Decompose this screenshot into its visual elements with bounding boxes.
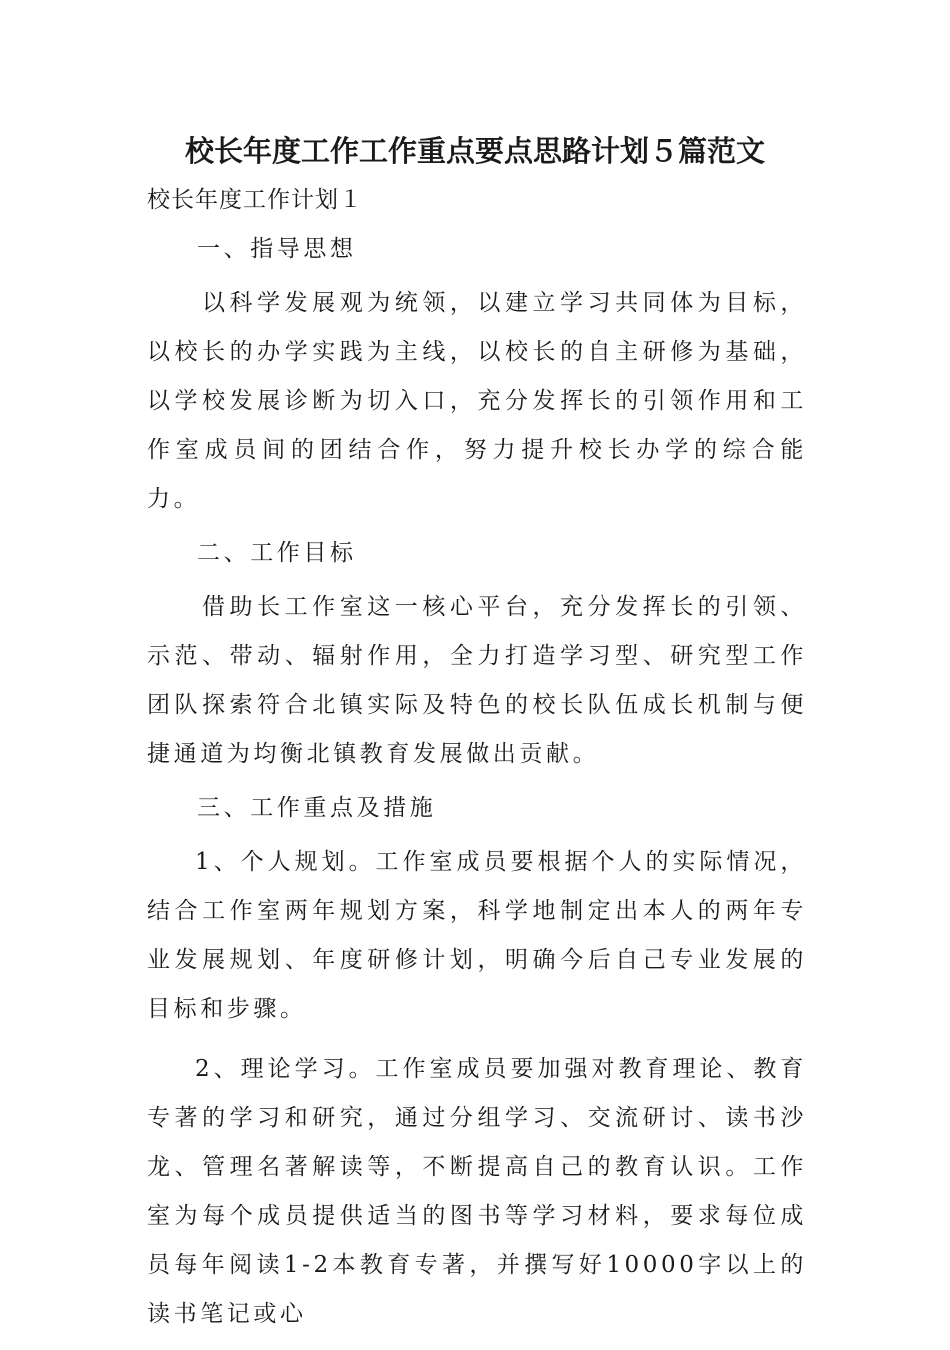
list-item-personal-planning: 1、个人规划。工作室成员要根据个人的实际情况，结合工作室两年规划方案，科学地制定出本人的两年专业发展规划、年度研修计划，明确今后自己专业发展的目标和步骤。 [147, 849, 807, 1022]
list-item-theory-study: 2、理论学习。工作室成员要加强对教育理论、教育专著的学习和研究，通过分组学习、交流研讨、读书沙龙、管理名著解读等，不断提高自己的教育认识。工作室为每个成员提供适当的图书等学习材料，要求每位成员每年阅读1-2本教育专著，并撰写好10000字以上的读书笔记或心 [147, 1056, 807, 1327]
section-paragraph-work-goals: 借助长工作室这一核心平台，充分发挥长的引领、示范、带动、辐射作用，全力打造学习型、研究型工作团队探索符合北镇实际及特色的校长队伍成长机制与便捷通道为均衡北镇教育发展做出贡献。 [147, 594, 807, 767]
section-paragraph-guiding-ideology: 以科学发展观为统领，以建立学习共同体为目标，以校长的办学实践为主线，以校长的自主研修为基础，以学校发展诊断为切入口，充分发挥长的引领作用和工作室成员间的团结合作，努力提升校长办学的综合能力。 [147, 290, 807, 512]
section-heading-guiding-ideology: 一、指导思想 [197, 236, 357, 262]
document-title: 校长年度工作工作重点要点思路计划５篇范文 [184, 134, 765, 168]
plan-subtitle: 校长年度工作计划１ [147, 187, 363, 213]
document-body [147, 182, 807, 1350]
section-heading-work-goals: 二、工作目标 [197, 540, 357, 566]
section-heading-key-measures: 三、工作重点及措施 [197, 795, 437, 821]
